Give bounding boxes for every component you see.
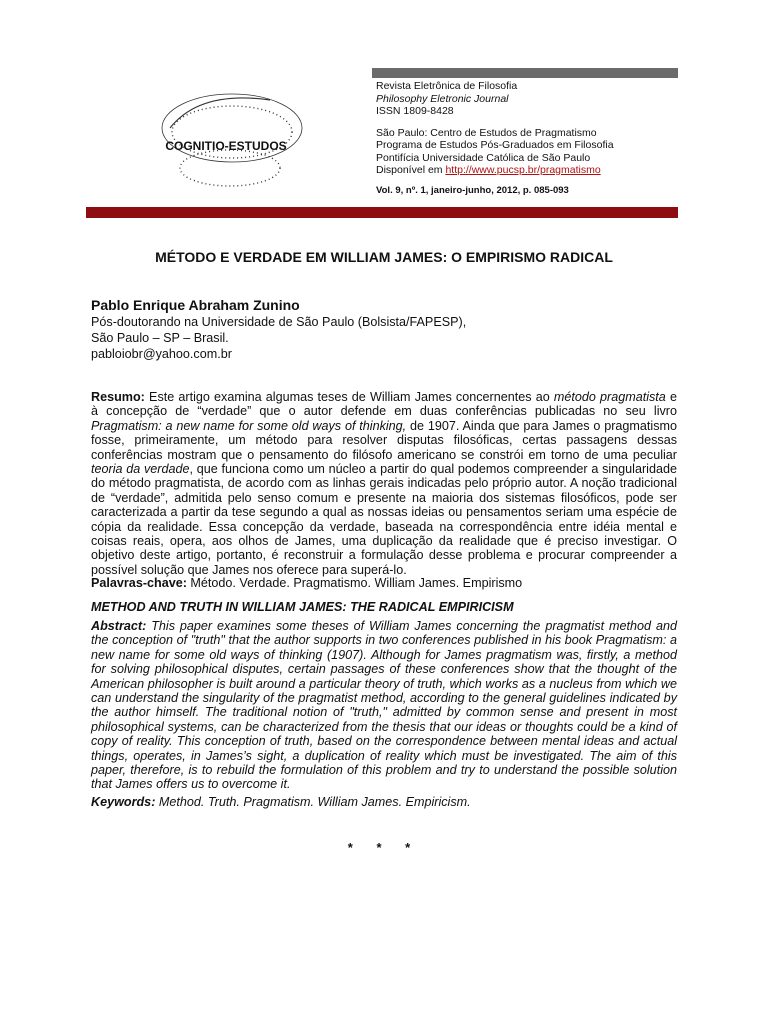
org-line-1: São Paulo: Centro de Estudos de Pragmatismo: [376, 126, 597, 139]
resumo-italic-3: teoria da verdade: [91, 462, 190, 477]
journal-name-en: Philosophy Eletronic Journal: [376, 92, 509, 105]
english-title: METHOD AND TRUTH IN WILLIAM JAMES: THE RADICAL EMPIRICISM: [91, 600, 514, 614]
journal-logo: [140, 88, 320, 198]
section-separator: * * *: [347, 840, 421, 855]
logo-lower-ring: [180, 150, 280, 186]
resumo-paragraph: [91, 390, 677, 577]
resumo-italic-2: Pragmatism: a new name for some old ways of thinking,: [91, 418, 407, 433]
resumo-text-3: de 1907. Ainda que para James o pragmatismo fosse, primeiramente, um método para resolver disputas filosóficas, certas passagens dessas conferências mostram que o pensamento do filósofo americano se constrói em torno de uma peculiar: [91, 418, 677, 462]
author-affiliation: Pós-doutorando na Universidade de São Paulo (Bolsista/FAPESP),: [91, 315, 467, 329]
resumo-text-1: Este artigo examina algumas teses de William James concernentes ao: [144, 390, 554, 404]
resumo-italic-1: método pragmatista: [553, 390, 666, 404]
journal-url-link[interactable]: http://www.pucsp.br/pragmatismo: [445, 164, 601, 176]
paper-title: MÉTODO E VERDADE EM WILLIAM JAMES: O EMPIRISMO RADICAL: [155, 249, 613, 265]
author-block: [91, 296, 681, 362]
keywords-label: Keywords:: [91, 795, 156, 809]
header-gray-bar: [372, 68, 678, 78]
abstract-text: This paper examines some theses of William James concerning the pragmatist method and the conception of "truth" that the author supports in two conferences published in his book Pragmatism: a new name for some old ways of thinking (1907). Although for James pragmatism was, firstly, a method for solving philosophical disputes, certain passages of these conferences show that the thought of the American philosopher is built around a particular theory of truth, which works as a nucleus from which we can understand the singularity of the pragmatist method, according to the general guidelines indicated by the author himself. The traditional notion of "truth," admitted by common sense and present in most philosophical systems, can be characterized from the thesis that our ideas or thoughts could be a kind of copy of reality. This conception of truth, based on the correspondence between mental ideas and actual things, operates, in James’s sight, a duplication of reality which must be investigated. The aim of this paper, therefore, is to rebuild the formulation of this problem and try to understand the possible solution that James offers us to overcome it.: [91, 619, 677, 792]
resumo-text-2: e à concepção de “verdade” que o autor defende em duas conferências publicadas no seu livro: [91, 390, 677, 419]
author-location: São Paulo – SP – Brasil.: [91, 331, 229, 345]
availability-prefix: Disponível em: [376, 164, 446, 176]
author-name: Pablo Enrique Abraham Zunino: [91, 297, 300, 313]
palavras-chave-label: Palavras-chave:: [91, 576, 187, 590]
palavras-chave-text: Método. Verdade. Pragmatismo. William James. Empirismo: [186, 576, 523, 590]
keywords-text: Method. Truth. Pragmatism. William James. Empiricism.: [155, 795, 471, 809]
org-line-2: Programa de Estudos Pós-Graduados em Filosofia: [376, 139, 614, 151]
resumo-label: Resumo:: [91, 390, 145, 404]
resumo-text-4: , que funciona como um núcleo a partir do qual podemos compreender a singularidade do método pragmatista, de acordo com as linhas gerais indicadas pelo próprio autor. A noção tradicional de “verdade”, admitida pelo senso comum e presente na maioria dos sistemas filosóficos, pode ser caracterizada a partir da tese segundo a qual as nossas ideias ou pensamentos seriam uma espécie de cópia da realidade. Essa concepção da verdade, baseada na correspondência entre idéia mental e coisas reais, opera, aos olhos de James, uma duplicação da realidade que é preciso investigar. O objetivo deste artigo, portanto, é reconstruir a formulação desse problema e procurar compreender a possível solução que James nos oferece para superá-lo.: [91, 462, 677, 577]
issn: ISSN 1809-8428: [376, 105, 454, 117]
availability-line: [376, 164, 676, 177]
org-line-3: Pontifícia Universidade Católica de São Paulo: [376, 151, 591, 164]
palavras-chave: [91, 576, 677, 590]
volume-info: Vol. 9, nº. 1, janeiro-junho, 2012, p. 085-093: [376, 184, 569, 196]
journal-name-pt: Revista Eletrônica de Filosofia: [376, 80, 518, 92]
abstract-label: Abstract:: [91, 619, 147, 633]
logo-graphic: [140, 88, 320, 198]
keywords: [91, 795, 677, 809]
journal-header: [376, 80, 676, 197]
author-email: pabloiobr@yahoo.com.br: [91, 347, 232, 361]
header-red-bar: [86, 207, 678, 218]
abstract-paragraph: [91, 619, 677, 792]
logo-text: COGNITIO-ESTUDOS: [165, 139, 287, 153]
